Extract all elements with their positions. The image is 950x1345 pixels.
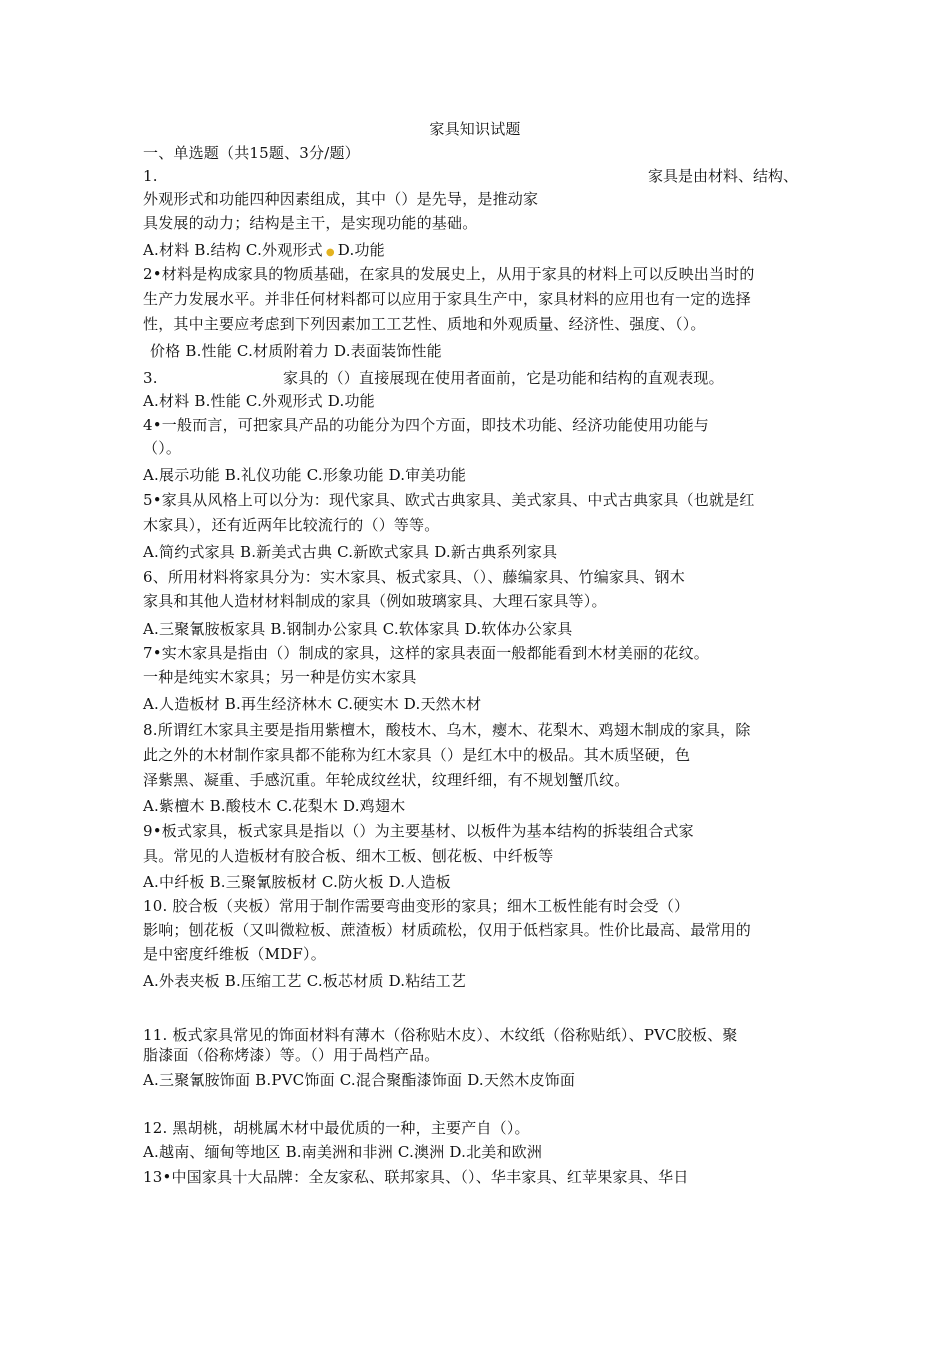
q1-line3: 具发展的动力；结构是主干，是实现功能的基础。	[143, 214, 478, 232]
q10-line2: 影响；刨花板（又叫微粒板、蔗渣板）材质疏松，仅用于低档家具。性价比最高、最常用的	[143, 921, 752, 939]
q1-options	[143, 240, 385, 263]
q6-options: A.三聚氰胺板家具 B.钢制办公家具 C.软体家具 D.软体办公家具	[143, 620, 573, 638]
q5-line1: 5•家具从风格上可以分为：现代家具、欧式古典家具、美式家具、中式古典家具（也就是红	[143, 491, 755, 509]
q9-line1: 9•板式家具，板式家具是指以（）为主要基材、以板件为基本结构的拆装组合式家	[143, 822, 694, 840]
q2-line3: 性，其中主要应考虑到下列因素加工工艺性、质地和外观质量、经济性、强度、（）。	[143, 315, 706, 333]
q13-line1: 13•中国家具十大品牌：全友家私、联邦家具、（）、华丰家具、红苹果家具、华日	[143, 1168, 689, 1186]
q11-line1: 11. 板式家具常见的饰面材料有薄木（俗称贴木皮）、木纹纸（俗称贴纸）、PVC胶板、聚	[143, 1026, 738, 1044]
q4-options: A.展示功能 B.礼仪功能 C.形象功能 D.审美功能	[143, 466, 467, 484]
q8-line3: 泽紫黑、凝重、手感沉重。年轮成纹丝状，纹理纤细，有不规划蟹爪纹。	[143, 771, 630, 789]
q9-options: A.中纤板 B.三聚氰胺板材 C.防火板 D.人造板	[143, 873, 451, 891]
q2-options: 价格 B.性能 C.材质附着力 D.表面装饰性能	[150, 342, 442, 360]
q3-options: A.材料 B.性能 C.外观形式 D.功能	[143, 392, 375, 410]
q7-line1: 7•实木家具是指由（）制成的家具，这样的家具表面一般都能看到木材美丽的花纹。	[143, 644, 709, 662]
q2-line1: 2•材料是构成家具的物质基础，在家具的发展史上，从用于家具的材料上可以反映出当时的	[143, 265, 755, 283]
section-heading: 一、单选题（共15题、3分/题）	[143, 144, 360, 162]
q8-options: A.紫檀木 B.酸枝木 C.花梨木 D.鸡翅木	[143, 797, 406, 815]
q10-line3: 是中密度纤维板（MDF）。	[143, 945, 326, 963]
q10-options: A.外表夹板 B.压缩工艺 C.板芯材质 D.粘结工艺	[143, 972, 467, 990]
q10-line1: 10. 胶合板（夹板）常用于制作需要弯曲变形的家具；细木工板性能有时会受（）	[143, 897, 690, 915]
q4-line1: 4•一般而言，可把家具产品的功能分为四个方面，即技术功能、经济功能使用功能与	[143, 416, 709, 434]
q8-line2: 此之外的木材制作家具都不能称为红木家具（）是红木中的极品。其木质坚硬，色	[143, 746, 691, 764]
q2-line2: 生产力发展水平。并非任何材料都可以应用于家具生产中，家具材料的应用也有一定的选择	[143, 290, 752, 308]
q1-number: 1.	[143, 167, 158, 185]
q5-line2: 木家具），还有近两年比较流行的（）等等。	[143, 516, 440, 534]
q1-text-right: 家具是由材料、结构、	[648, 167, 799, 185]
q12-line1: 12. 黑胡桃，胡桃属木材中最优质的一种，主要产自（）。	[143, 1119, 530, 1137]
q1-line2: 外观形式和功能四种因素组成，其中（）是先导，是推动家	[143, 190, 539, 208]
document-title: 家具知识试题	[429, 120, 521, 138]
q6-line1: 6、所用材料将家具分为：实木家具、板式家具、（）、藤编家具、竹编家具、钢木	[143, 568, 685, 586]
q1-options-d: D.功能	[337, 241, 385, 259]
q4-line2: （）。	[143, 439, 182, 457]
q5-options: A.简约式家具 B.新美式古典 C.新欧式家具 D.新古典系列家具	[143, 543, 558, 561]
q8-line1: 8.所谓红木家具主要是指用紫檀木，酸枝木、乌木，瘿木、花梨木、鸡翅木制成的家具，除	[143, 721, 751, 739]
q12-options: A.越南、缅甸等地区 B.南美洲和非洲 C.澳洲 D.北美和欧洲	[143, 1143, 543, 1161]
dot-icon: ●	[325, 247, 335, 258]
q3-text: 家具的（）直接展现在使用者面前，它是功能和结构的直观表现。	[283, 369, 724, 387]
q1-options-a: A.材料 B.结构 C.外观形式	[143, 241, 323, 259]
q7-options: A.人造板材 B.再生经济林木 C.硬实木 D.天然木材	[143, 695, 482, 713]
q9-line2: 具。常见的人造板材有胶合板、细木工板、刨花板、中纤板等	[143, 847, 554, 865]
q11-options: A.三聚氰胺饰面 B.PVC饰面 C.混合聚酯漆饰面 D.天然木皮饰面	[143, 1071, 576, 1089]
q7-line2: 一种是纯实木家具；另一种是仿实木家具	[143, 668, 417, 686]
q11-line2: 脂漆面（俗称烤漆）等。（）用于咼档产品。	[143, 1046, 440, 1064]
q3-number: 3.	[143, 369, 158, 387]
q6-line2: 家具和其他人造材材料制成的家具（例如玻璃家具、大理石家具等）。	[143, 592, 607, 610]
